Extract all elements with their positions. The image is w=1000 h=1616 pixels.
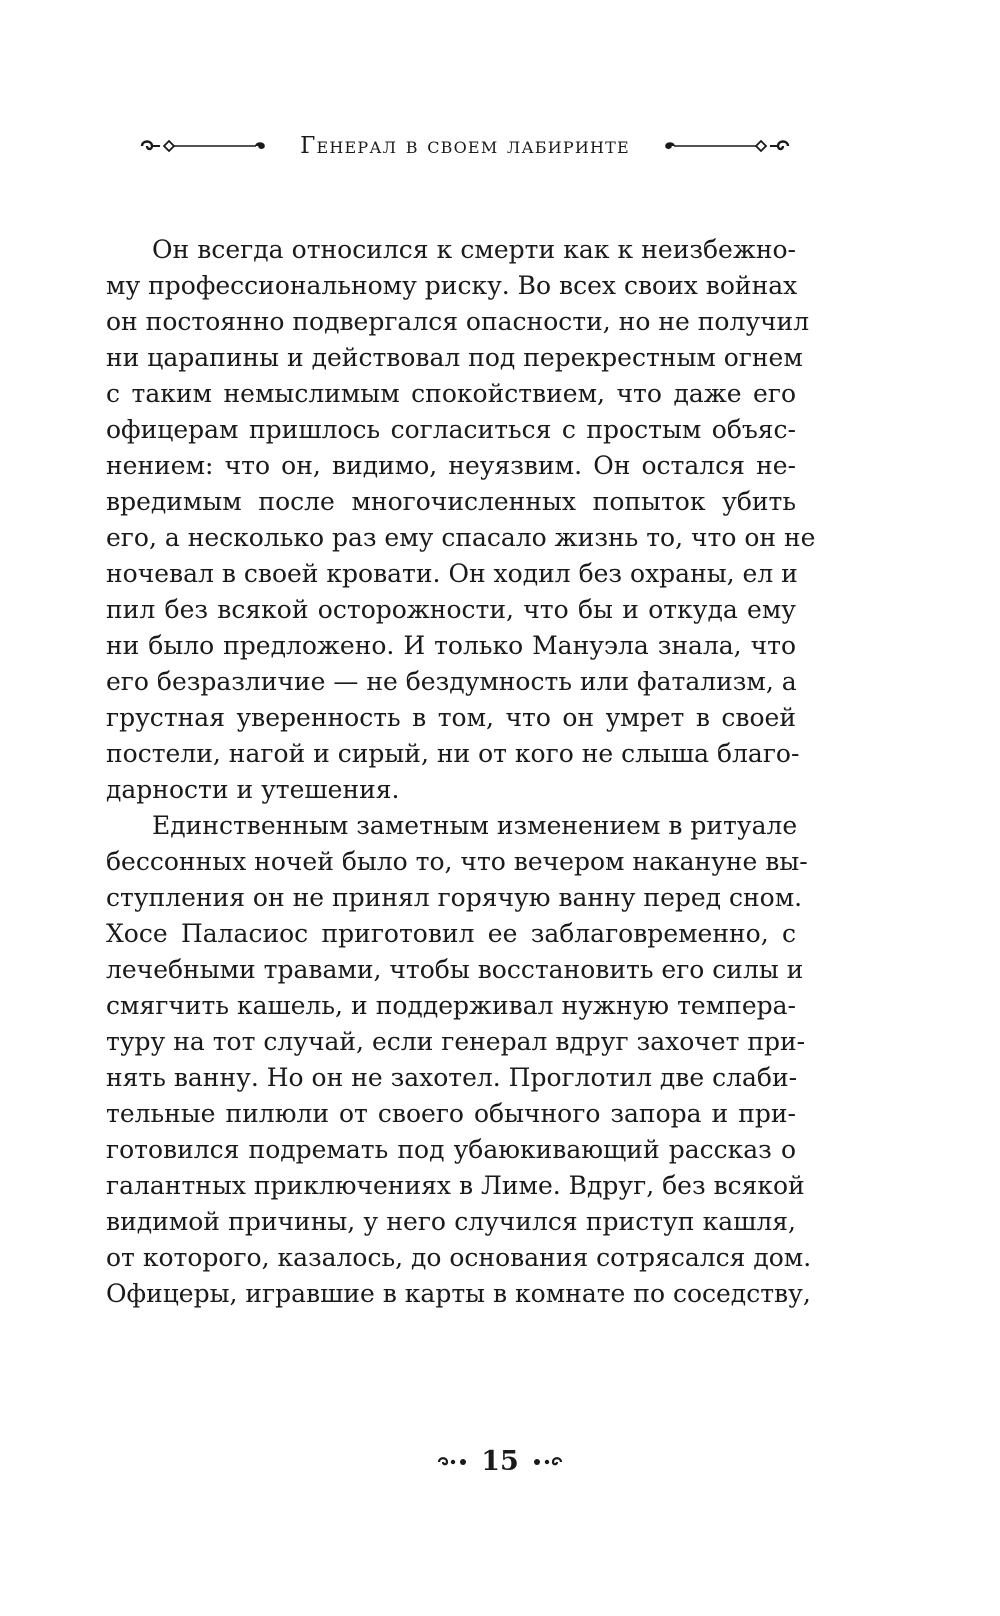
text-line: постели, нагой и сирый, ни от кого не слыша благо- — [106, 739, 800, 768]
text-line: тельные пилюли от своего обычного запора и при- — [106, 1099, 796, 1128]
text-line: дарности и утешения. — [106, 775, 400, 804]
paragraph-2 — [106, 808, 812, 1312]
text-line: офицерам пришлось согласиться с простым объяс- — [106, 415, 796, 444]
text-line: ни царапины и действовал под перекрестным огнем — [106, 343, 803, 372]
text-line: бессонных ночей было то, что вечером накануне вы- — [106, 847, 808, 876]
text-line: нением: что он, видимо, неуязвим. Он остался не- — [106, 451, 796, 480]
text-line: нять ванну. Но он не захотел. Проглотил две слаби- — [106, 1063, 798, 1092]
text-line: ни было предложено. И только Мануэла знала, что — [106, 631, 796, 660]
left-flourish-icon — [140, 136, 268, 156]
text-line: смягчить кашель, и поддерживал нужную темпера- — [106, 991, 796, 1020]
page-number: 15 — [481, 1446, 519, 1477]
text-line: грустная уверенность в том, что он умрет в своей — [106, 703, 796, 732]
text-line: ночевал в своей кровати. Он ходил без охраны, ел и — [106, 559, 798, 588]
right-folio-flourish-icon — [529, 1454, 563, 1470]
running-head-title: Генерал в своем лабиринте — [300, 133, 630, 159]
text-line: пил без всякой осторожности, что бы и откуда ему — [106, 595, 796, 624]
text-line: туру на тот случай, если генерал вдруг захочет при- — [106, 1027, 806, 1056]
text-line: Офицеры, игравшие в карты в комнате по соседству, — [106, 1279, 811, 1308]
text-line: его, а несколько раз ему спасало жизнь то, что он не — [106, 523, 816, 552]
text-line: видимой причины, у него случился приступ кашля, — [106, 1207, 796, 1236]
text-line: Единственным заметным изменением в ритуале — [152, 811, 798, 840]
text-line: готовился подремать под убаюкивающий рассказ о — [106, 1135, 796, 1164]
running-head — [140, 118, 790, 174]
text-line: вредимым после многочисленных попыток убить — [106, 487, 796, 516]
text-line: его безразличие — не бездумность или фатализм, а — [106, 667, 797, 696]
text-line: галантных приключениях в Лиме. Вдруг, без всякой — [106, 1171, 805, 1200]
paragraph-1 — [106, 232, 816, 808]
right-flourish-icon — [662, 136, 790, 156]
text-line: ступления он не принял горячую ванну перед сном. — [106, 883, 803, 912]
text-line: Он всегда относился к смерти как к неизбежно- — [152, 235, 796, 264]
text-line: Хосе Паласиос приготовил ее заблаговременно, с — [106, 919, 796, 948]
page-folio — [0, 1446, 1000, 1477]
text-line: он постоянно подвергался опасности, но не получил — [106, 307, 810, 336]
text-line: лечебными травами, чтобы восстановить его силы и — [106, 955, 804, 984]
body-text — [106, 232, 816, 1312]
text-line: от которого, казалось, до основания сотрясался дом. — [106, 1243, 812, 1272]
text-line: с таким немыслимым спокойствием, что даже его — [106, 379, 796, 408]
left-folio-flourish-icon — [437, 1454, 471, 1470]
text-line: му профессиональному риску. Во всех своих войнах — [106, 271, 798, 300]
